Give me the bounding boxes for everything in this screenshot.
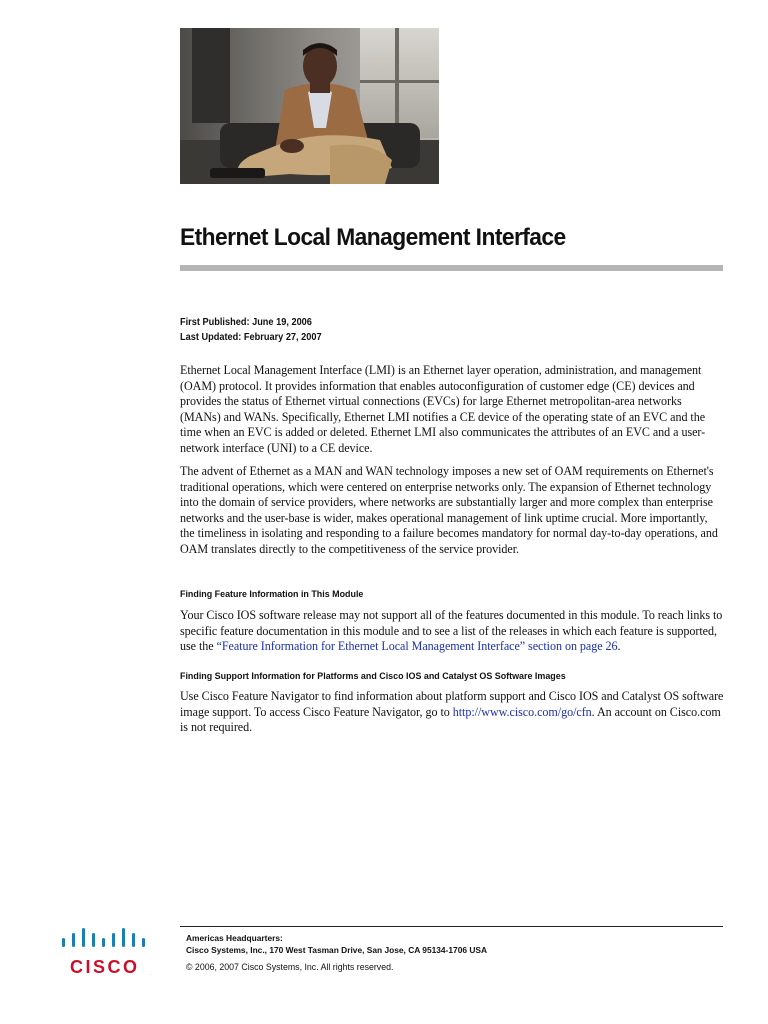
first-published-date: First Published: June 19, 2006	[180, 317, 312, 328]
feature-info-heading: Finding Feature Information in This Module	[180, 589, 364, 600]
support-info-paragraph	[180, 689, 725, 736]
feature-info-text-end: .	[617, 639, 621, 654]
copyright-notice: © 2006, 2007 Cisco Systems, Inc. All rights reserved.	[186, 962, 394, 972]
hq-address: Cisco Systems, Inc., 170 West Tasman Drive, San Jose, CA 95134-1706 USA	[186, 944, 488, 955]
person-seated-image	[180, 28, 439, 184]
cover-photo	[180, 28, 439, 184]
page-title: Ethernet Local Management Interface	[180, 224, 566, 251]
feature-info-paragraph	[180, 608, 725, 655]
support-info-heading: Finding Support Information for Platforms and Cisco IOS and Catalyst OS Software Images	[180, 671, 566, 682]
last-updated-date: Last Updated: February 27, 2007	[180, 332, 322, 343]
publication-dates	[180, 315, 322, 345]
intro-paragraph: Ethernet Local Management Interface (LMI) is an Ethernet layer operation, administration, and management (OAM) protocol. It provides information that enables autoconfiguration of customer edge (CE) devices and provides the status of Ethernet virtual connections (EVCs) for large Ethernet metropolitan-area networks (MANs) and WANs. Specifically, Ethernet LMI notifies a CE device of the operating state of an EVC and the time when an EVC is added or deleted. Ethernet LMI also communicates the attributes of an EVC and a user-network interface (UNI) to a CE device.	[180, 363, 706, 455]
feature-navigator-link[interactable]: http://www.cisco.com/go/cfn	[452, 704, 592, 719]
hq-label: Americas Headquarters:	[186, 933, 283, 943]
feature-info-text: Your Cisco IOS software release may not support all of the features documented in this module. To reach links to specific feature documentation in this module and to see a list of the releases in which each feature is supported, use the	[180, 608, 723, 654]
cisco-logo-text: CISCO	[70, 957, 140, 977]
cisco-logo-trademark: .	[150, 971, 152, 976]
support-info-text-end: . An account on Cisco.com is not required.	[180, 704, 721, 735]
title-divider	[180, 265, 723, 271]
advent-paragraph: The advent of Ethernet as a MAN and WAN technology imposes a new set of OAM requirements on Ethernet's traditional operations, which were centered on enterprise networks only. The expansion of Ethernet technology into the domain of service providers, where networks are substantially larger and more complex than enterprise networks and the user-base is wider, makes operational management of link uptime crucial. More importantly, the timeliness in isolating and responding to a failure becomes mandatory for normal day-to-day operations, and OAM translates directly to the competitiveness of the service provider.	[180, 464, 718, 556]
support-info-text: Use Cisco Feature Navigator to find information about platform support and Cisco IOS and Catalyst OS software image support. To access Cisco Feature Navigator, go to	[180, 689, 724, 719]
footer-divider	[180, 926, 723, 927]
feature-information-link[interactable]: “Feature Information for Ethernet Local Management Interface” section on page 26	[216, 639, 618, 654]
footer	[186, 933, 487, 974]
